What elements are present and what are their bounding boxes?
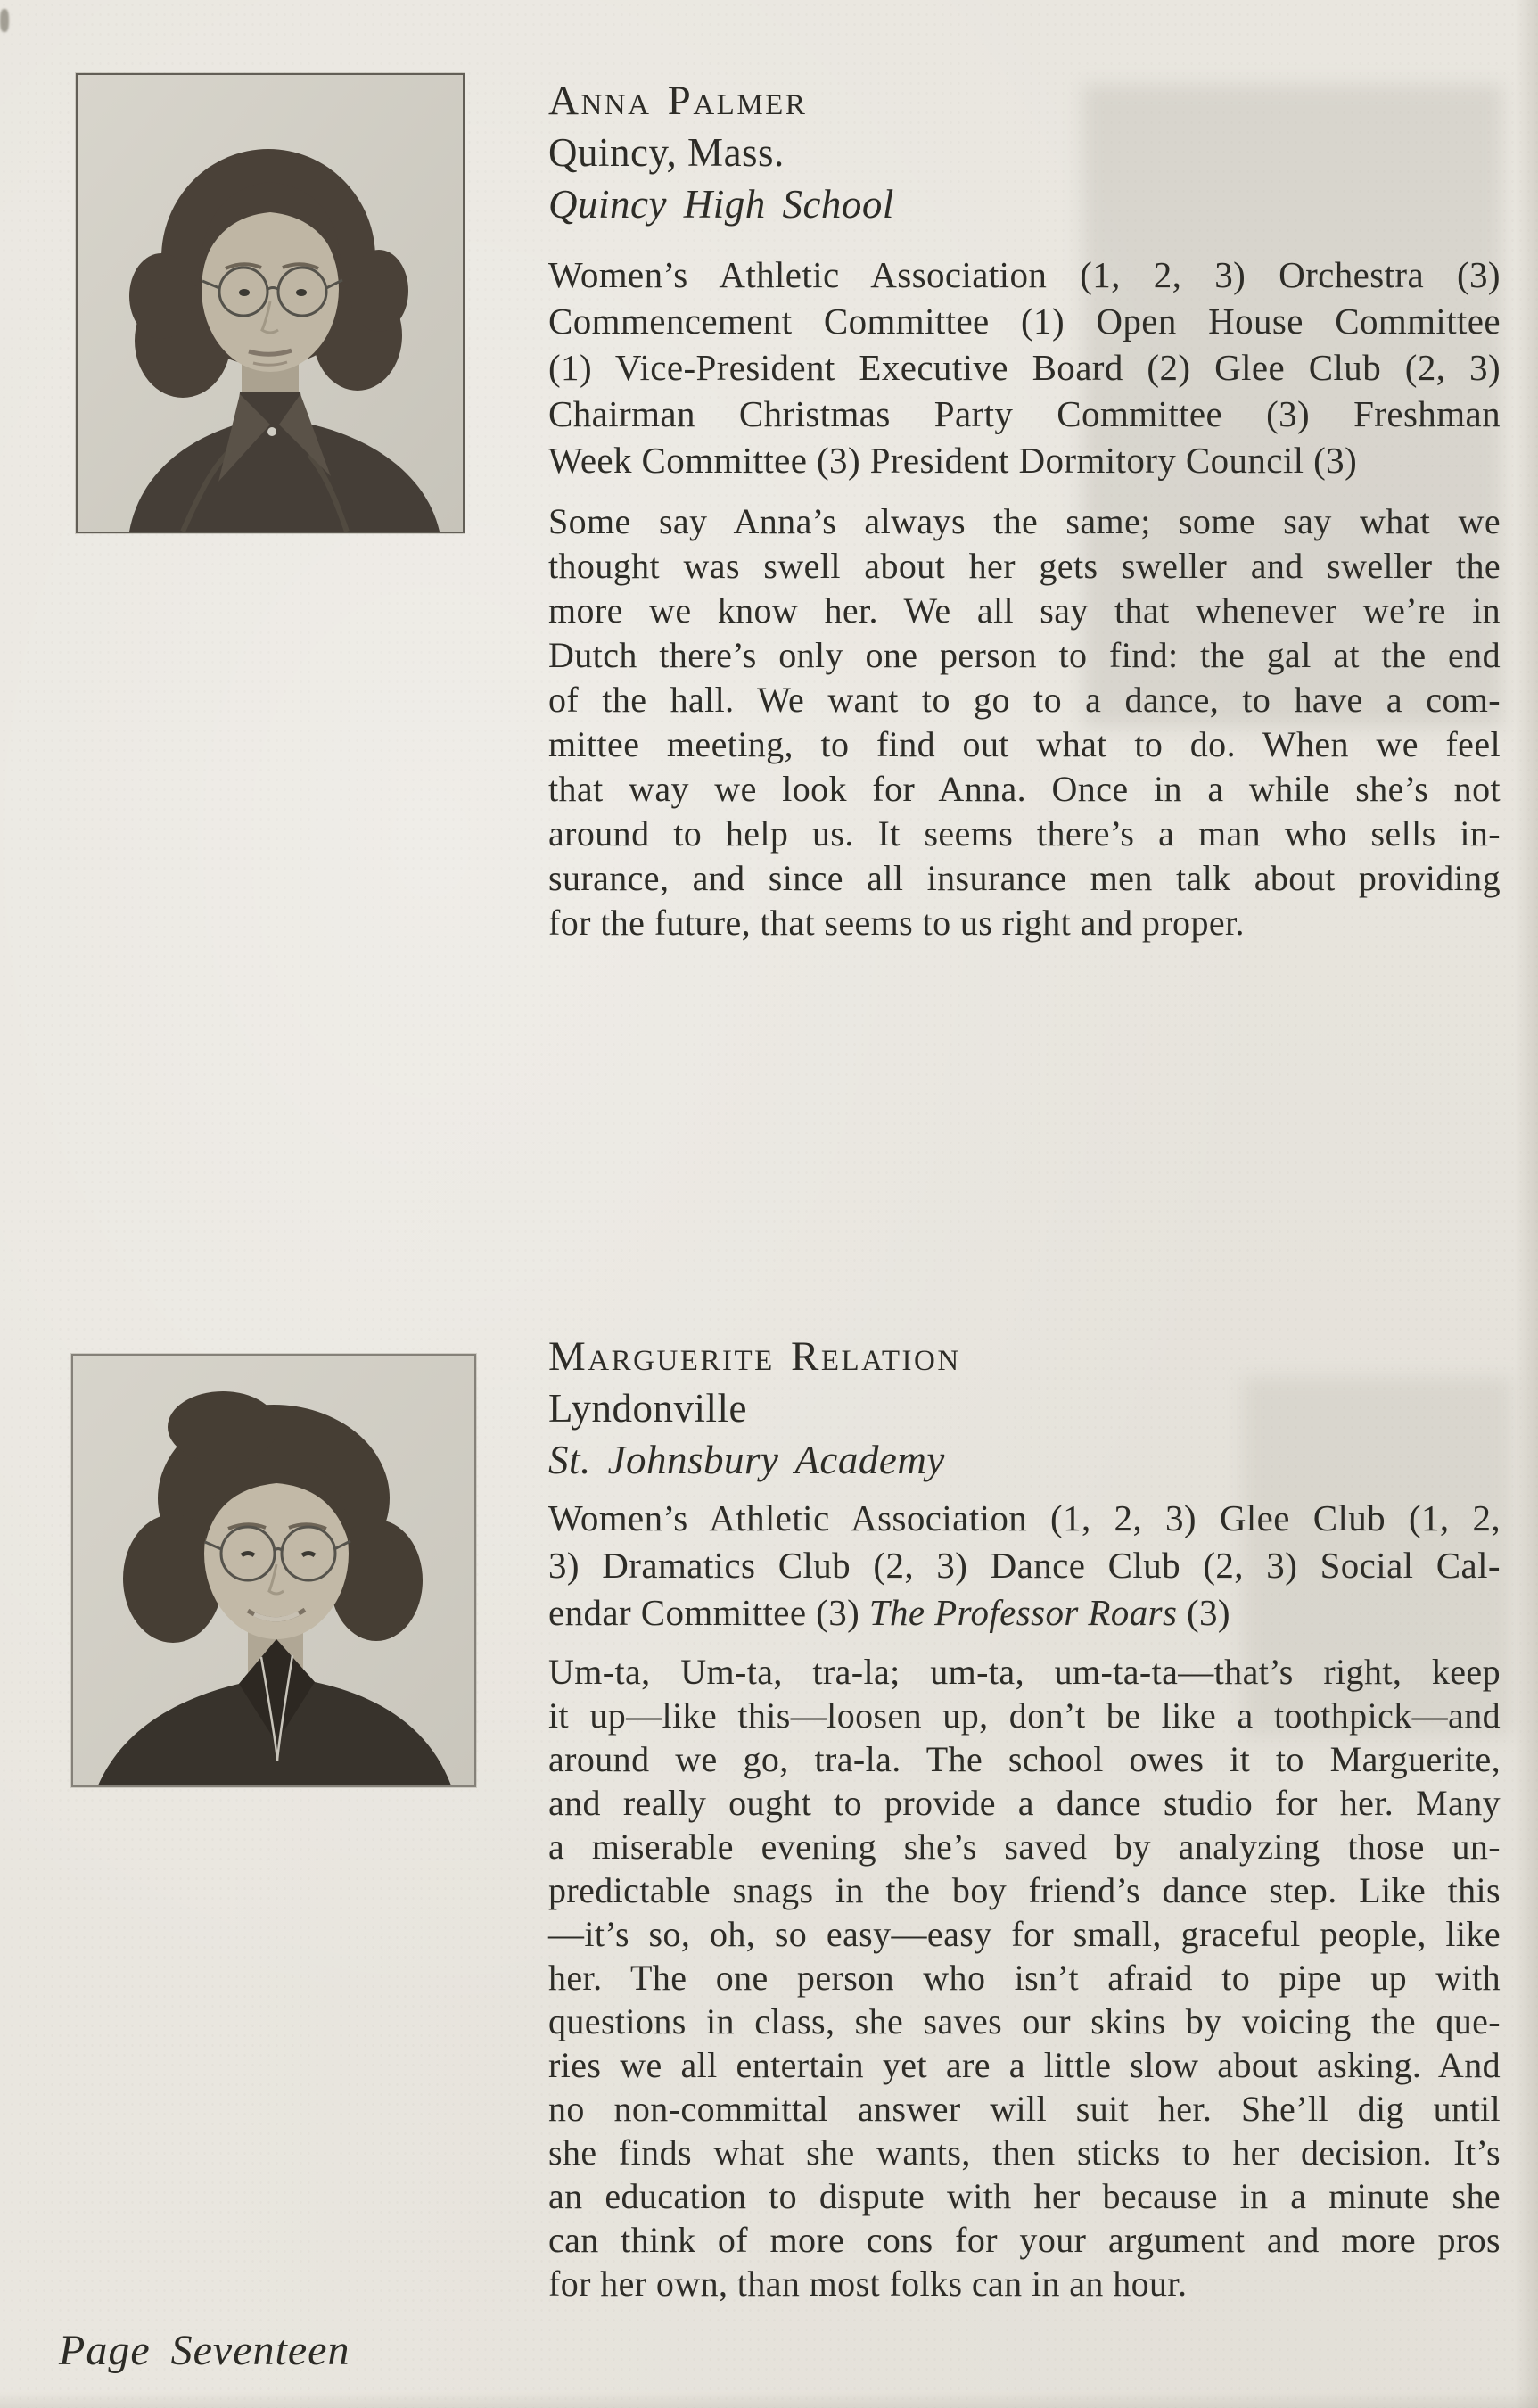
bio-paragraph: Some say Anna’s always the same; some say what we thought was swell about her gets sweller and sweller the more we know her. We all say that whenever we’re in Dutch there’s only one person to find: the gal at the end of the hall. We want to go to a dance, to have a com- mittee meeting, to find out what to do. When we feel that way we look for Anna. Once in a while she’s not around to help us. It seems there’s a man who sells in- surance, and since all insurance men talk about providing for the future, that seems to us right and proper. bbox=[548, 501, 1501, 943]
entry-header bbox=[548, 1331, 1501, 1486]
activities-paragraph: Women’s Athletic Association (1, 2, 3) Orchestra (3) Commencement Committee (1) Open House Committee (1) Vice-President Executive Board (2) Glee Club (2, 3) Chairman Christmas Party Committee (3) Freshman Week Committee (3) President Dormitory Council (3) bbox=[548, 254, 1501, 481]
page-edge-shading bbox=[0, 2392, 1538, 2408]
scan-blemish bbox=[0, 9, 9, 32]
student-school: Quincy High School bbox=[548, 182, 894, 227]
bio-paragraph: Um-ta, Um-ta, tra-la; um-ta, um-ta-ta—that’s right, keep it up—like this—loosen up, don’t be like a toothpick—and around we go, tra-la. The school owes it to Marguerite, and really ought to provide a dance studio for her. Many a miserable evening she’s saved by analyzing those un- predictable snags in the boy friend’s dance step. Like this —it’s so, oh, so easy—easy for small, graceful people, like her. The one person who isn’t afraid to pipe up with questions in class, she saves our skins by voicing the que- ries we all entertain yet are a little slow about asking. And no non-committal answer will suit her. She’ll dig until she finds what she wants, then sticks to her decision. It’s an education to dispute with her because in a minute she can think of more cons for your argument and more pros for her own, than most folks can in an hour. bbox=[548, 1652, 1501, 2304]
student-hometown: Quincy, Mass. bbox=[548, 130, 785, 175]
portrait-illustration bbox=[78, 75, 463, 532]
entry-header bbox=[548, 75, 1501, 230]
portrait-illustration bbox=[73, 1356, 474, 1785]
student-hometown: Lyndonville bbox=[548, 1386, 747, 1431]
portrait-photo-anna-palmer bbox=[76, 73, 465, 533]
portrait-photo-marguerite-relation bbox=[71, 1354, 476, 1787]
student-name: Anna Palmer bbox=[548, 78, 808, 124]
page-number: Page Seventeen bbox=[59, 2327, 350, 2374]
page-edge-shading bbox=[1515, 0, 1538, 2408]
activities-paragraph: Women’s Athletic Association (1, 2, 3) Glee Club (1, 2, 3) Dramatics Club (2, 3) Dance Club (2, 3) Social Cal- endar Committee (3) The Professor Roars (3) bbox=[548, 1497, 1501, 1633]
student-name: Marguerite Relation bbox=[548, 1333, 961, 1380]
student-school: St. Johnsbury Academy bbox=[548, 1438, 945, 1482]
